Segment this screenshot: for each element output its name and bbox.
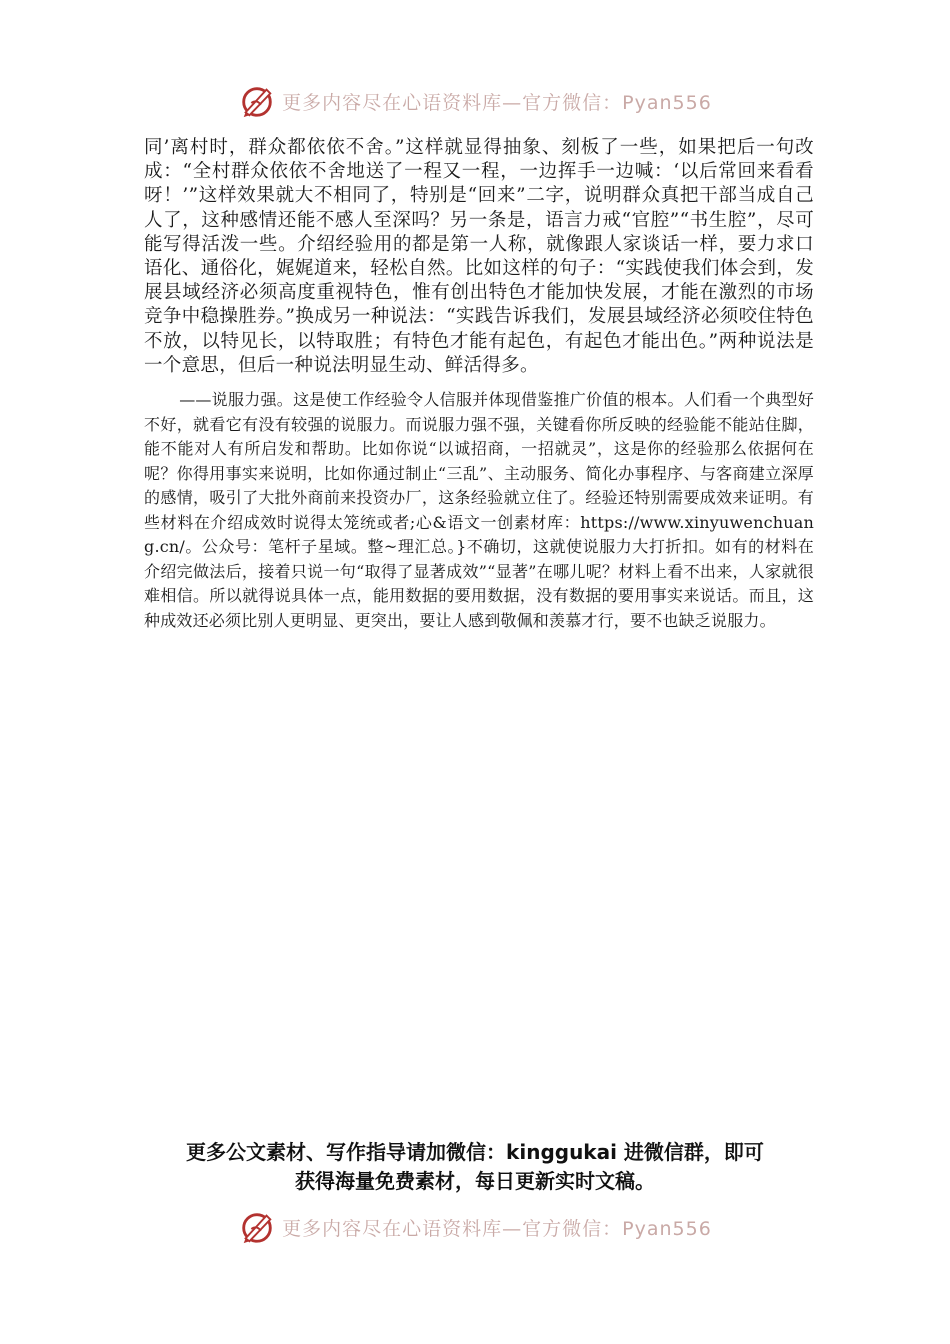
footer-note: [0, 1138, 950, 1196]
footer-note-line: 获得海量免费素材，每日更新实时文稿。: [295, 1169, 655, 1193]
paragraph: 同’离村时，群众都依依不舍。”这样就显得抽象、刻板了一些，如果把后一句改成：“全村群众依依不舍地送了一程又一程，一边挥手一边喊：‘以后常回来看看呀！’”这样效果就大不相同了，特别是“回来”二字，说明群众真把干部当成自己人了，这种感情还能不感人至深吗？另一条是，语言力戒“官腔”“书生腔”，尽可能写得活泼一些。介绍经验用的都是第一人称，就像跟人家谈话一样，要力求口语化、通俗化，娓娓道来，轻松自然。比如这样的句子：“实践使我们体会到，发展县域经济必须高度重视特色，惟有创出特色才能加快发展，才能在激烈的市场竞争中稳操胜券。”换成另一种说法：“实践告诉我们，发展县域经济必须咬住特色不放，以特见长，以特取胜；有特色才能有起色，有起色才能出色。”两种说法是一个意思，但后一种说法明显生动、鲜活得多。: [144, 137, 814, 376]
pen-logo-icon: [238, 1208, 276, 1246]
document-body: [144, 136, 814, 633]
footer-banner: [0, 1208, 950, 1246]
banner-text: 更多内容尽在心语资料库—官方微信：Pyan556: [282, 1217, 712, 1240]
wechat-id: Pyan556: [622, 91, 712, 114]
banner-text: 更多内容尽在心语资料库—官方微信：Pyan556: [282, 91, 712, 114]
footer-note-line: 更多公文素材、写作指导请加微信：kinggukai 进微信群，即可: [186, 1140, 764, 1164]
pen-logo-icon: [238, 82, 276, 120]
header-banner: [0, 82, 950, 120]
paragraph: ——说服力强。这是使工作经验令人信服并体现借鉴推广价值的根本。人们看一个典型好不好，就看它有没有较强的说服力。而说服力强不强，关键看你所反映的经验能不能站住脚，能不能对人有所启发和帮助。比如你说“以诚招商，一招就灵”，这是你的经验那么依据何在呢？你得用事实来说明，比如你通过制止“三乱”、主动服务、简化办事程序、与客商建立深厚的感情，吸引了大批外商前来投资办厂，这条经验就立住了。经验还特别需要成效来证明。有些材料在介绍成效时说得太笼统或者;心&语文一创素材库：https://www.xinyuwenchuang.cn/。公众号：笔杆子星域。整~理汇总。}不确切，这就使说服力大打折扣。如有的材料在介绍完做法后，接着只说一句“取得了显著成效”“显著”在哪儿呢？材料上看不出来，人家就很难相信。所以就得说具体一点，能用数据的要用数据，没有数据的要用事实来说话。而且，这种成效还必须比别人更明显、更突出，要让人感到敬佩和羡慕才行，要不也缺乏说服力。: [144, 390, 814, 630]
wechat-id: Pyan556: [622, 1217, 712, 1240]
